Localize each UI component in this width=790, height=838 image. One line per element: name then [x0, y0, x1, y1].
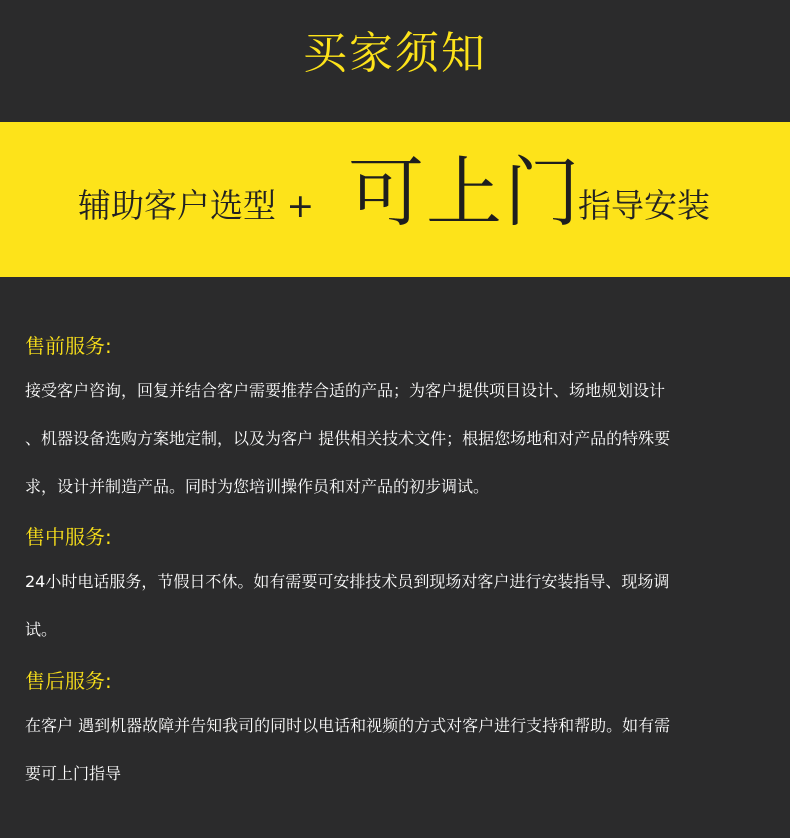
in-sale-text — [25, 558, 745, 654]
after-sale-line: 要可上门指导 — [25, 764, 122, 783]
banner-highlight-text: 可上门 — [348, 148, 582, 237]
pre-sale-heading: 售前服务: — [25, 334, 112, 358]
in-sale-line: 试。 — [25, 620, 58, 639]
banner-right-text: 指导安装 — [578, 186, 710, 225]
after-sale-heading: 售后服务: — [25, 669, 112, 693]
after-sale-text — [25, 702, 745, 798]
in-sale-heading: 售中服务: — [25, 525, 112, 549]
pre-sale-line: 求，设计并制造产品。同时为您培训操作员和对产品的初步调试。 — [25, 477, 490, 496]
in-sale-line: 24小时电话服务，节假日不休。如有需要可安排技术员到现场对客户进行安装指导、现场调 — [25, 572, 670, 591]
banner-left-text: 辅助客户选型 + — [78, 186, 315, 225]
pre-sale-text — [25, 367, 745, 511]
pre-sale-line: 接受客户咨询，回复并结合客户需要推荐合适的产品；为客户提供项目设计、场地规划设计 — [25, 381, 666, 400]
page-title: 买家须知 — [303, 28, 487, 79]
pre-sale-line: 、机器设备选购方案地定制，以及为客户 提供相关技术文件；根据您场地和对产品的特殊要 — [25, 429, 671, 448]
after-sale-line: 在客户 遇到机器故障并告知我司的同时以电话和视频的方式对客户进行支持和帮助。如有需 — [25, 716, 671, 735]
